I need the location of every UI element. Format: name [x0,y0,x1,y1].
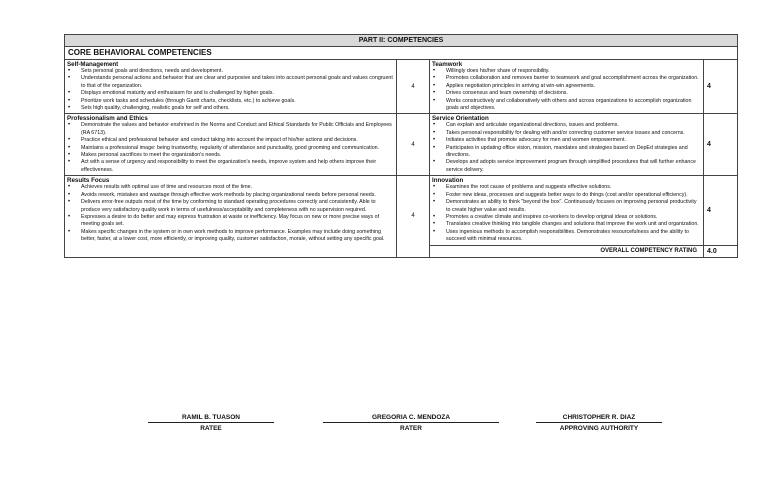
behavior-item: • Promotes collaboration and removes barrier to teamwork and goal accomplishment across the organization. [432,75,701,82]
competency-cell-teamwork [430,60,704,114]
competency-row [65,60,738,114]
behavior-item: • Works constructively and collaboratively with others and across organizations to accomplish organization goals and objectives. [432,98,701,113]
behavior-item: • Makes personal sacrifices to meet the organization's needs. [67,152,394,159]
behavior-item: • Can explain and articulate organizational directions, issues and problems. [432,122,701,129]
signature-block-rater [323,414,499,432]
behavior-item: • Uses ingenious methods to accomplish responsibilities. Demonstrates resourcefulness and the ability to succeed with minimal resources. [432,229,701,244]
signature-block-approving-authority [536,414,662,432]
rating-professionalism: 4 [397,114,430,176]
behavior-item: • Promotes a creative climate and inspires co-workers to develop original ideas or solutions. [432,214,701,221]
rating-self-management: 4 [397,60,430,114]
competencies-table [64,34,738,258]
behavior-item: • Practice ethical and professional behavior and conduct taking into account the impact of his/her actions and decisions. [67,137,394,144]
competency-title: Results Focus [67,177,110,185]
behavior-item: • Foster new ideas, processes and suggests better ways to do things (cost and/or operational efficiency). [432,192,701,199]
overall-rating-value: 4.0 [704,245,738,257]
competency-title: Self-Management [67,61,119,68]
core-header: CORE BEHAVIORAL COMPETENCIES [65,47,738,60]
behavior-item: • Prioritize work tasks and schedules (through Gantt charts, checklists, etc.) to achieve goals. [67,98,394,105]
behavior-item: • Willingly does his/her share of responsibility. [432,68,701,75]
competency-cell-results-focus [65,176,397,257]
behavior-item: • Applies negotiation principles in arriving at win-win agreements. [432,83,701,90]
behavior-item: • Makes specific changes in the system or in own work methods to improve performance. Examples may include doing something better, faster, at a lower cost, more efficiently, or improving quality, customer satisfaction, morale, without setting any specific goal. [67,229,394,244]
behavior-item: • Examines the root cause of problems and suggests effective solutions. [432,184,701,191]
rater-role: RATER [400,425,422,432]
competency-title: Professionalism and Ethics [67,115,148,123]
behavior-item: • Demonstrates an ability to think "beyond the box". Continuously focuses on improving personal productivity to create higher value and results. [432,199,701,214]
overall-rating-label: OVERALL COMPETENCY RATING [430,245,704,257]
part-header: PART II: COMPETENCIES [65,35,738,47]
behavior-item: • Participates in updating office vision, mission, mandates and strategies based on DepEd strategies and directions. [432,145,701,160]
behavior-list [65,184,396,244]
rating-innovation: 4 [704,176,738,245]
rating-service-orientation: 4 [704,114,738,176]
rating-results-focus: 4 [397,176,430,257]
competency-cell-professionalism [65,114,397,176]
behavior-item: • Achieves results with optimal use of time and resources most of the time. [67,184,394,191]
behavior-item: • Delivers error-free outputs most of the time by conforming to standard operating procedures correctly and consistently. Able to produce very satisfactory quality work in terms of usefulness/acceptability and completeness with no supervision required. [67,199,394,214]
competency-title: Teamwork [432,61,463,68]
behavior-item: • Takes personal responsibility for dealing with and/or correcting customer service issues and concerns. [432,130,701,137]
ratee-name: RAMIL B. TUASON [148,414,274,423]
behavior-item: • Develops and adopts service improvement program through simplified procedures that will further enhance service delivery. [432,159,701,174]
competency-cell-self-management [65,60,397,114]
behavior-list [430,122,703,175]
behavior-list [65,68,396,113]
rater-name: GREGORIA C. MENDOZA [323,414,499,423]
behavior-item: • Expresses a desire to do better and may express frustration at waste or inefficiency. May focus on new or more precise ways of meeting goals set. [67,214,394,229]
behavior-item: • Drives consensus and team ownership of decisions. [432,90,701,97]
competency-title: Service Orientation [432,115,489,123]
behavior-item: • Translates creative thinking into tangible changes and solutions that improve the work unit and organization. [432,221,701,228]
approver-name: CHRISTOPHER R. DIAZ [536,414,662,423]
behavior-item: • Initiates activities that promote advocacy for men and women empowerment. [432,137,701,144]
behavior-item: • Act with a sense of urgency and responsibility to meet the organization's needs, improve system and help others improve their effectiveness. [67,159,394,174]
competency-row [65,176,738,245]
behavior-list [430,184,703,244]
behavior-item: • Sets high quality, challenging, realistic goals for self and others. [67,105,394,112]
behavior-item: • Demonstrate the values and behavior enshrined in the Norms and Conduct and Ethical Standards for Public Officials and Employees (RA 6713). [67,122,394,137]
competency-title: Innovation [432,177,464,185]
competency-row [65,114,738,176]
competency-cell-service-orientation [430,114,704,176]
behavior-item: • Avoids rework, mistakes and wastage through effective work methods by placing organizational needs before personal needs. [67,192,394,199]
behavior-list [65,122,396,175]
behavior-item: • Understands personal actions and behavior that are clear and purposive and takes into account personal goals and values congruent to that of the organization. [67,75,394,90]
behavior-list [430,68,703,113]
behavior-item: • Maintains a professional image: being trustworthy, regularity of attendance and punctuality, good grooming and communication. [67,145,394,152]
approver-role: APPROVING AUTHORITY [559,425,639,432]
behavior-item: • Displays emotional maturity and enthusiasm for and is challenged by higher goals. [67,90,394,97]
behavior-item: • Sets personal goals and directions, needs and development. [67,68,394,75]
competency-cell-innovation [430,176,704,245]
rating-teamwork: 4 [704,60,738,114]
ratee-role: RATEE [200,425,222,432]
signature-block-ratee [148,414,274,432]
competencies-sheet [64,34,737,258]
